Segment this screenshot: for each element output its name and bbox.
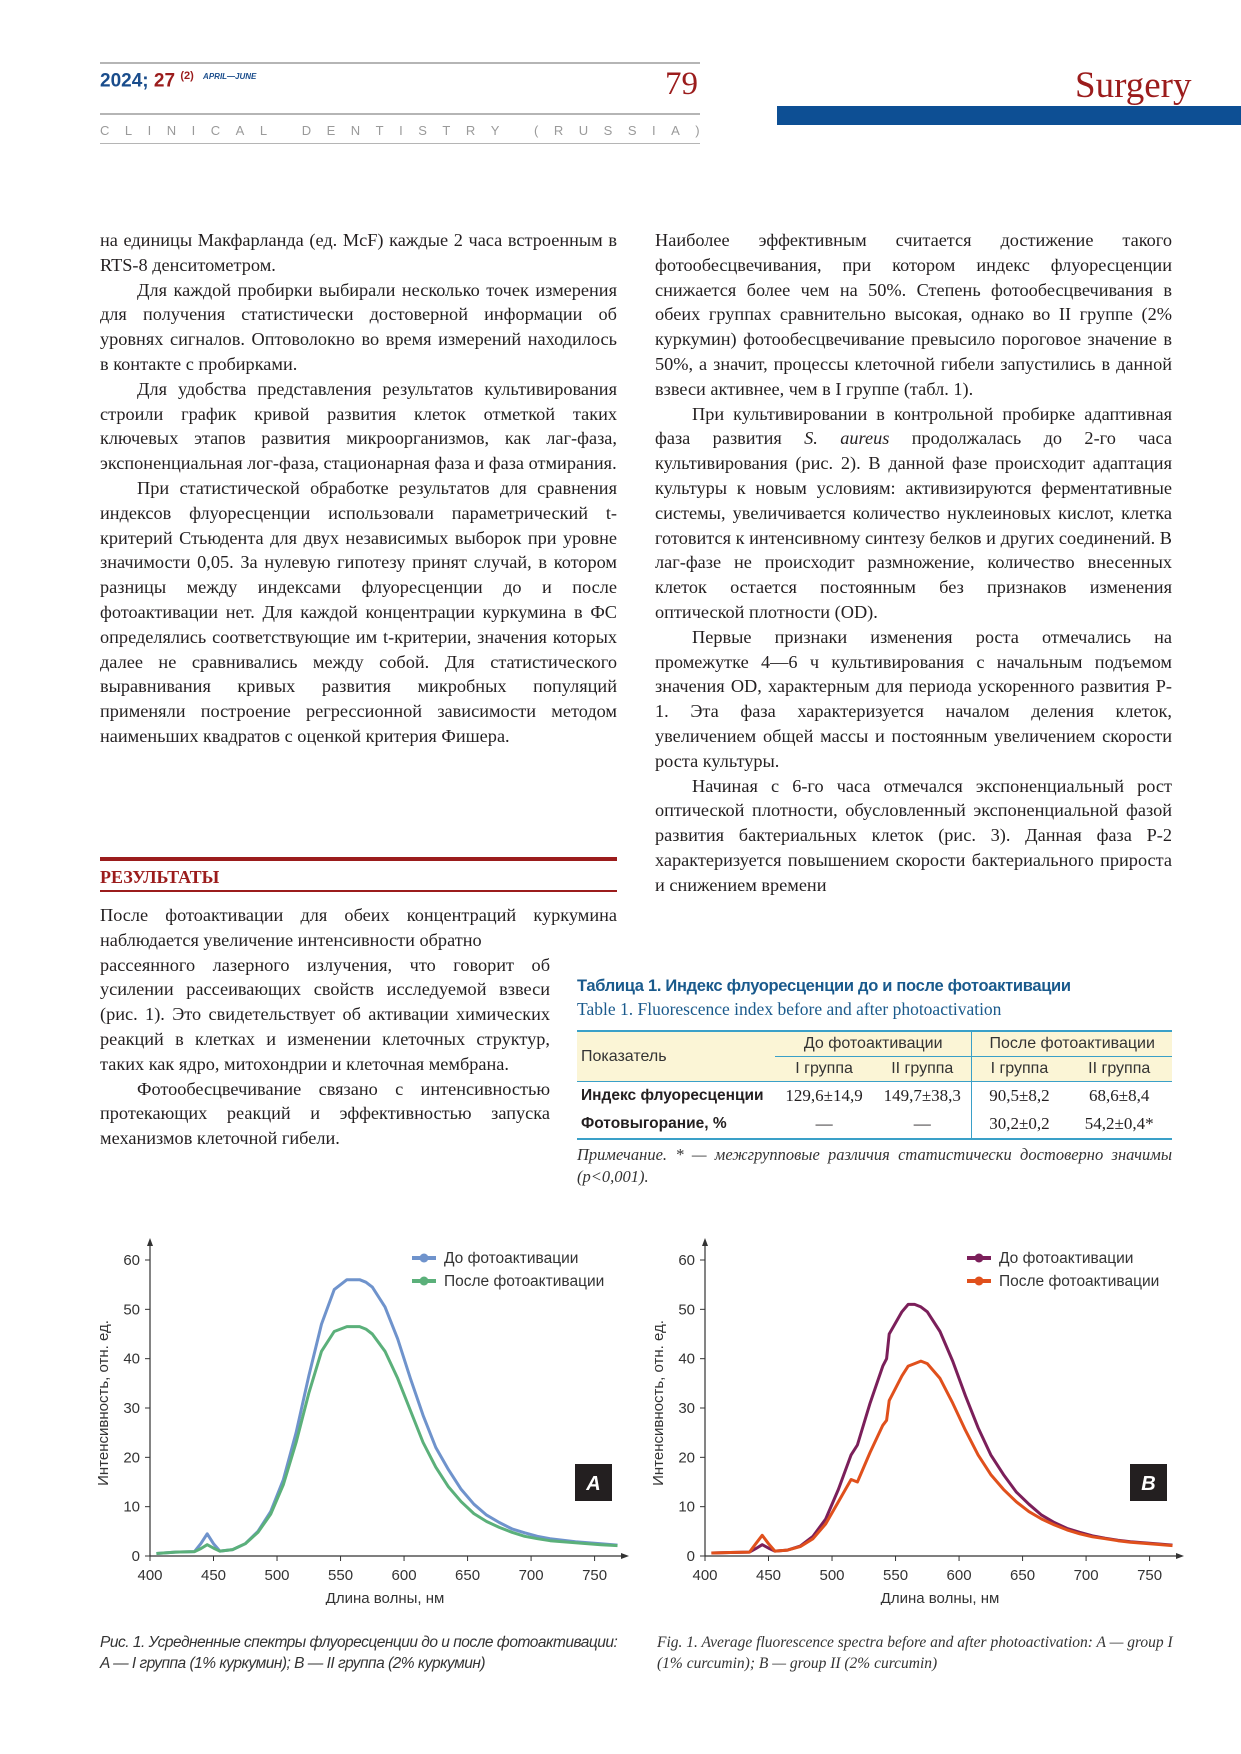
row-label: Фотовыгорание, % — [581, 1115, 727, 1132]
legend-label: После фотоактивации — [999, 1273, 1160, 1290]
series-line — [156, 1327, 617, 1554]
text-run: продолжалась до 2-го часа культивирования (рис. 2). В данной фазе происходит адаптация культуры к новым условиям: активизируются ферментативные системы, увеличивается количество нуклеиновых кислот, клетка готовится к интенсивному синтезу белков и других соединений. В лаг-фазе не происходит размножение, количество внесенных клеток остается постоянным без признаков изменения оптической плотности (OD). — [655, 428, 1172, 622]
journal-letter: Y — [490, 123, 500, 138]
x-axis-label: Длина волны, нм — [325, 1590, 445, 1605]
journal-letter: T — [442, 123, 451, 138]
legend-label: После фотоактивации — [444, 1273, 605, 1290]
table-title-ru: Таблица 1. Индекс флуоресценции до и после фотоактивации — [577, 977, 1071, 995]
y-tick-label: 30 — [678, 1400, 695, 1417]
y-axis-label: Интенсивность, отн. ед. — [95, 1320, 112, 1486]
y-axis-label: Интенсивность, отн. ед. — [650, 1320, 667, 1486]
chart-panel-a — [90, 1225, 630, 1605]
table-note: Примечание. * — межгрупповые различия статистически достоверно значимы (p<0,001). — [577, 1145, 1172, 1186]
left-column — [100, 228, 617, 749]
x-tick-label: 500 — [819, 1567, 845, 1584]
results-text — [100, 903, 617, 1151]
table-cell: 54,2±0,4* — [1084, 1114, 1154, 1133]
section-color-bar — [777, 106, 1241, 125]
table-cell: 68,6±8,4 — [1089, 1086, 1150, 1105]
col-header-group: II группа — [891, 1060, 954, 1077]
results-rule-bottom — [100, 890, 617, 892]
x-tick-label: 600 — [391, 1567, 417, 1584]
journal-letter: I — [652, 123, 656, 138]
paragraph: После фотоактивации для обеих концентраций куркумина наблюдается увеличение интенсивности обратно — [100, 905, 617, 950]
x-tick-label: 650 — [1010, 1567, 1036, 1584]
issue-months: APRIL—JUNE — [203, 72, 257, 81]
col-header-before: До фотоактивации — [775, 1031, 972, 1057]
journal-letter: E — [326, 123, 336, 138]
results-heading: РЕЗУЛЬТАТЫ — [100, 867, 220, 887]
paragraph: Начиная с 6-го часа отмечался экспоненциальный рост оптической плотности, обусловленный экспоненциальной фазой развития бактериальных клеток (рис. 3). Данная фаза P-2 характеризуется повышением скорости бактериального прироста и снижением времени — [655, 775, 1172, 895]
journal-letter: S — [603, 123, 613, 138]
y-tick-label: 20 — [678, 1449, 695, 1467]
right-column — [655, 228, 1172, 898]
chart-panel-b — [645, 1225, 1185, 1605]
y-tick-label: 40 — [678, 1350, 695, 1368]
y-tick-label: 40 — [123, 1350, 140, 1368]
journal-letter: C — [100, 123, 110, 138]
journal-letter — [515, 123, 519, 138]
journal-letter: U — [578, 123, 589, 138]
paragraph: Наиболее эффективным считается достижение такого фотообесцвечивания, при котором индекс флуоресценции снижается более чем на 50%. Степень фотообесцвечивания в обеих группах сравнительно высокая, однако во II группе (2% куркумин) фотообесцвечивание превысило пороговое значение в 50%, а значит, процессы клеточной гибели запустились в данной взвеси активнее, чем в I группе (табл. 1). — [655, 230, 1172, 399]
issue-volume: 27 — [153, 70, 176, 92]
y-axis-arrow — [147, 1238, 153, 1246]
legend-label: До фотоактивации — [444, 1250, 579, 1267]
table-row — [577, 1110, 1172, 1139]
x-tick-label: 450 — [200, 1567, 227, 1584]
header-rule-bottom — [100, 143, 700, 144]
col-header-group: II группа — [1088, 1060, 1151, 1077]
journal-letter: R — [553, 123, 564, 138]
table-cell: 30,2±0,2 — [972, 1110, 1067, 1139]
y-tick-label: 20 — [123, 1449, 140, 1467]
y-tick-label: 60 — [123, 1252, 140, 1269]
x-tick-label: 650 — [455, 1567, 481, 1584]
issue-number: (2) — [180, 70, 194, 82]
header-rule-mid — [100, 113, 700, 115]
page-number: 79 — [665, 66, 698, 102]
paragraph: При статистической обработке результатов для сравнения индексов флуоресценции использовали параметрический t-критерий Стьюдента для двух независимых выборок при уровне значимости 0,05. За нулевую гипотезу принят случай, в котором разницы между индексами флуоресценции до и после фотоактивации нет. Для каждой концентрации куркумина в ФС определялись соответствующие им t-критерии, значения которых далее не сравнивались между собой. Для статистического выравнивания кривых развития микробных популяций применяли построение регрессионной зависимости методом наименьших квадратов с оценкой критерия Фишера. — [100, 477, 617, 746]
journal-letter: ) — [695, 123, 700, 138]
x-tick-label: 400 — [137, 1567, 163, 1584]
y-axis-arrow — [702, 1238, 708, 1246]
legend-swatch-marker — [420, 1277, 429, 1286]
results-heading-block — [100, 857, 617, 892]
panel-label: A — [586, 1473, 601, 1495]
legend-swatch-marker — [975, 1254, 984, 1263]
x-tick-label: 500 — [264, 1567, 290, 1584]
figure-caption-ru: Рис. 1. Усредненные спектры флуоресценции до и после фотоактивации: A — I группа (1% куркумин); B — II группа (2% куркумин) — [100, 1634, 618, 1672]
series-line — [711, 1304, 1172, 1553]
issue-year: 2024; — [100, 70, 149, 92]
x-tick-label: 700 — [518, 1567, 544, 1584]
journal-letter: A — [235, 123, 245, 138]
journal-letter: I — [191, 123, 196, 138]
paragraph: Первые признаки изменения роста отмечались на промежутке 4—6 ч культивирования с начальным подъемом значения OD, характерным для периода ускоренного развития P-1. Эта фаза характеризуется началом деления клеток, увеличением общей массы и постоянным увеличением скорости роста культуры. — [655, 626, 1172, 771]
y-tick-label: 10 — [123, 1498, 140, 1516]
spectrum-chart-b — [645, 1225, 1185, 1605]
legend-swatch-marker — [420, 1254, 429, 1263]
col-header-after: После фотоактивации — [972, 1031, 1172, 1057]
y-tick-label: 10 — [678, 1498, 695, 1516]
x-tick-label: 750 — [1137, 1567, 1163, 1584]
y-tick-label: 50 — [678, 1301, 695, 1319]
table-cell: 90,5±8,2 — [972, 1082, 1067, 1111]
paragraph — [655, 402, 1172, 625]
journal-letter: S — [627, 123, 637, 138]
table-cell: — — [913, 1114, 931, 1133]
x-tick-label: 550 — [328, 1567, 354, 1584]
journal-letter: T — [375, 123, 384, 138]
paragraph: Для удобства представления результатов культивирования строили график кривой развития клеток отметкой таких ключевых этапов развития микроорганизмов, как лаг-фаза, экспоненциальная лог-фаза, стационарная фаза и фаза отмирания. — [100, 378, 617, 474]
panel-label: B — [1141, 1473, 1156, 1495]
journal-letter: C — [210, 123, 221, 138]
series-line — [156, 1280, 617, 1554]
header-rule-top — [100, 62, 700, 64]
y-tick-label: 0 — [686, 1548, 695, 1565]
section-title: Surgery — [1075, 65, 1192, 106]
table-cell: 129,6±14,9 — [785, 1086, 863, 1105]
paragraph: Фотообесцвечивание связано с интенсивностью протекающих реакций и эффективностью запуска механизмов клеточной гибели. — [100, 1078, 550, 1149]
journal-name — [100, 123, 700, 138]
figure-caption-en: Fig. 1. Average fluorescence spectra before and after photoactivation: A — group I (1% curcumin); B — group II (2% curcumin) — [657, 1634, 1173, 1672]
journal-letter: A — [671, 123, 680, 138]
x-tick-label: 450 — [755, 1567, 782, 1584]
table-row — [577, 1082, 1172, 1111]
journal-letter: N — [166, 123, 177, 138]
journal-letter: I — [147, 123, 152, 138]
journal-letter: R — [465, 123, 476, 138]
journal-letter: N — [350, 123, 361, 138]
journal-letter: D — [301, 123, 312, 138]
issue-info — [100, 70, 256, 92]
x-axis-arrow — [621, 1553, 629, 1559]
row-label: Индекс флуоресценции — [581, 1087, 764, 1104]
fluorescence-table — [577, 1030, 1172, 1140]
legend-swatch-marker — [975, 1277, 984, 1286]
y-tick-label: 0 — [131, 1548, 140, 1565]
journal-letter: L — [124, 123, 133, 138]
journal-letter: S — [418, 123, 427, 138]
text-run: При культивировании в контрольной пробирке адаптивная фаза развития — [655, 403, 1172, 449]
table-cell: — — [815, 1114, 833, 1133]
paragraph: рассеянного лазерного излучения, что говорит об усилении рассеивающих свойств исследуемой взвеси (рис. 1). Это свидетельствует об активации химических реакций в клетках и изменении клеточных структур, таких как ядро, митохондрии и клеточная мембрана. — [100, 954, 550, 1074]
y-tick-label: 60 — [678, 1252, 695, 1269]
x-tick-label: 600 — [946, 1567, 972, 1584]
journal-letter: I — [399, 123, 403, 138]
species-name: S. aureus — [804, 428, 890, 449]
col-header-group: I группа — [795, 1060, 853, 1077]
table-cell: 149,7±38,3 — [883, 1086, 961, 1105]
table-title-en: Table 1. Fluorescence index before and after photoactivation — [577, 999, 1002, 1019]
y-tick-label: 50 — [123, 1301, 140, 1319]
x-tick-label: 550 — [883, 1567, 909, 1584]
legend-label: До фотоактивации — [999, 1250, 1134, 1267]
series-line — [711, 1361, 1172, 1553]
spectrum-chart-a — [90, 1225, 630, 1605]
journal-letter: ( — [534, 123, 539, 138]
table-1 — [577, 977, 1172, 1188]
col-header-indicator: Показатель — [581, 1047, 667, 1065]
paragraph: Для каждой пробирки выбирали несколько точек измерения для получения статистически достоверной информации об уровнях сигналов. Оптоволокно во время измерений находилось в контакте с пробирками. — [100, 279, 617, 374]
paragraph: на единицы Макфарланда (ед. McF) каждые 2 часа встроенным в RTS-8 денситометром. — [100, 230, 617, 275]
x-tick-label: 750 — [582, 1567, 608, 1584]
journal-letter: L — [259, 123, 268, 138]
x-axis-arrow — [1176, 1553, 1184, 1559]
x-axis-label: Длина волны, нм — [880, 1590, 1000, 1605]
x-tick-label: 400 — [692, 1567, 718, 1584]
journal-letter — [283, 123, 287, 138]
x-tick-label: 700 — [1073, 1567, 1099, 1584]
y-tick-label: 30 — [123, 1400, 140, 1417]
col-header-group: I группа — [972, 1057, 1067, 1082]
